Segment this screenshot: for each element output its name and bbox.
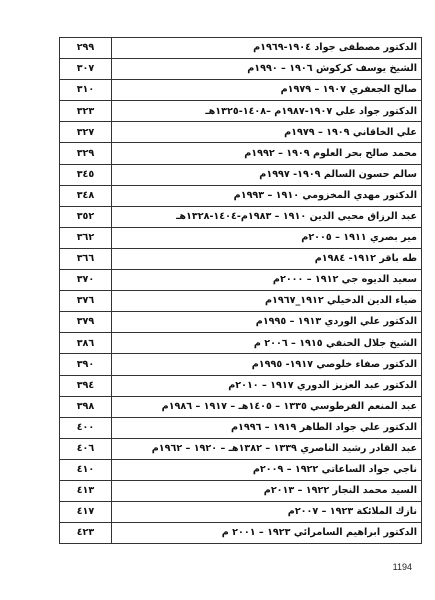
entry-page-number: ٣٧٦: [60, 291, 112, 312]
entry-title: الدكتور مهدي المخزومي ١٩١٠ – ١٩٩٣م: [112, 185, 422, 206]
entry-title: طه باقر ١٩١٢- ١٩٨٤م: [112, 248, 422, 269]
entry-page-number: ٣٥٢: [60, 206, 112, 227]
table-row: [60, 143, 422, 164]
entry-title: الدكتور مصطفى جواد ١٩٠٤-١٩٦٩م: [112, 38, 422, 59]
entry-page-number: ٤١٠: [60, 459, 112, 480]
entry-page-number: ٣٢٩: [60, 143, 112, 164]
entry-title: نازك الملائكة ١٩٢٣ – ٢٠٠٧م: [112, 502, 422, 523]
table-row: [60, 312, 422, 333]
table-row: [60, 80, 422, 101]
table-row: [60, 206, 422, 227]
table-row: [60, 291, 422, 312]
table-row: [60, 164, 422, 185]
table-row: [60, 101, 422, 122]
entry-page-number: ٣٤٥: [60, 164, 112, 185]
entry-title: عبد الرزاق محيي الدين ١٩١٠ – ١٩٨٣م-١٤٠٤-١٣٢٨هـ: [112, 206, 422, 227]
table-row: [60, 227, 422, 248]
entry-page-number: ٣٧٩: [60, 312, 112, 333]
entry-title: مير بصري ١٩١١ – ٢٠٠٥م: [112, 227, 422, 248]
entry-page-number: ٣٩٤: [60, 375, 112, 396]
table-row: [60, 502, 422, 523]
table-row: [60, 185, 422, 206]
entry-title: علي الخاقاني ١٩٠٩ – ١٩٧٩م: [112, 122, 422, 143]
table-row: [60, 248, 422, 269]
entry-title: ضياء الدين الدخيلي ١٩١٢_١٩٦٧م: [112, 291, 422, 312]
table-row: [60, 375, 422, 396]
entry-page-number: ٢٩٩: [60, 38, 112, 59]
entry-title: عبد المنعم الفرطوسي ١٣٣٥ – ١٤٠٥هـ – ١٩١٧ – ١٩٨٦م: [112, 396, 422, 417]
table-row: [60, 333, 422, 354]
entry-page-number: ٤١٣: [60, 480, 112, 501]
page-number: 1194: [392, 562, 412, 572]
entry-title: الدكتور صفاء خلوصي ١٩١٧- ١٩٩٥م: [112, 354, 422, 375]
table-row: [60, 59, 422, 80]
table-row: [60, 354, 422, 375]
table-row: [60, 459, 422, 480]
entry-page-number: ٣٠٧: [60, 59, 112, 80]
entry-page-number: ٤٠٦: [60, 438, 112, 459]
table-row: [60, 438, 422, 459]
entry-page-number: ٣٤٨: [60, 185, 112, 206]
entry-page-number: ٣٩٨: [60, 396, 112, 417]
entry-page-number: ٣٢٧: [60, 122, 112, 143]
table-row: [60, 417, 422, 438]
table-row: [60, 523, 422, 544]
entry-page-number: ٣٢٣: [60, 101, 112, 122]
entry-title: سعيد الديوه جي ١٩١٢ – ٢٠٠٠م: [112, 270, 422, 291]
table-of-contents: [59, 37, 422, 544]
entry-title: محمد صالح بحر العلوم ١٩٠٩ – ١٩٩٢م: [112, 143, 422, 164]
entry-title: ناجي جواد الساعاتي ١٩٢٢ – ٢٠٠٩م: [112, 459, 422, 480]
entry-title: الشيخ يوسف كركوش ١٩٠٦ – ١٩٩٠م: [112, 59, 422, 80]
table-row: [60, 270, 422, 291]
entry-page-number: ٣٦٢: [60, 227, 112, 248]
table-row: [60, 122, 422, 143]
entry-page-number: ٣٩٠: [60, 354, 112, 375]
table-row: [60, 38, 422, 59]
entry-title: الدكتور علي جواد الطاهر ١٩١٩ – ١٩٩٦م: [112, 417, 422, 438]
entry-title: الدكتور ابراهيم السامرائي ١٩٢٣ – ٢٠٠١ م: [112, 523, 422, 544]
entry-page-number: ٤٠٠: [60, 417, 112, 438]
entry-title: الدكتور عبد العزيز الدوري ١٩١٧ – ٢٠١٠م: [112, 375, 422, 396]
entry-title: الدكتور جواد علي ١٩٠٧-١٩٨٧م –١٤٠٨-١٣٢٥هـ: [112, 101, 422, 122]
entry-title: السيد محمد النجار ١٩٢٢ – ٢٠١٣م: [112, 480, 422, 501]
entry-page-number: ٤١٧: [60, 502, 112, 523]
entry-title: الدكتور علي الوردي ١٩١٣ – ١٩٩٥م: [112, 312, 422, 333]
entry-title: سالم حسون السالم ١٩٠٩- ١٩٩٧م: [112, 164, 422, 185]
entry-page-number: ٣١٠: [60, 80, 112, 101]
toc-body: [60, 38, 422, 544]
table-row: [60, 480, 422, 501]
entry-title: صالح الجعفري ١٩٠٧ – ١٩٧٩م: [112, 80, 422, 101]
entry-title: عبد القادر رشيد الناصري ١٣٣٩ – ١٣٨٢هـ – ١٩٢٠ – ١٩٦٢م: [112, 438, 422, 459]
entry-title: الشيخ جلال الحنفي ١٩١٥ – ٢٠٠٦ م: [112, 333, 422, 354]
entry-page-number: ٣٨٦: [60, 333, 112, 354]
table-row: [60, 396, 422, 417]
entry-page-number: ٣٦٦: [60, 248, 112, 269]
entry-page-number: ٣٧٠: [60, 270, 112, 291]
entry-page-number: ٤٢٣: [60, 523, 112, 544]
